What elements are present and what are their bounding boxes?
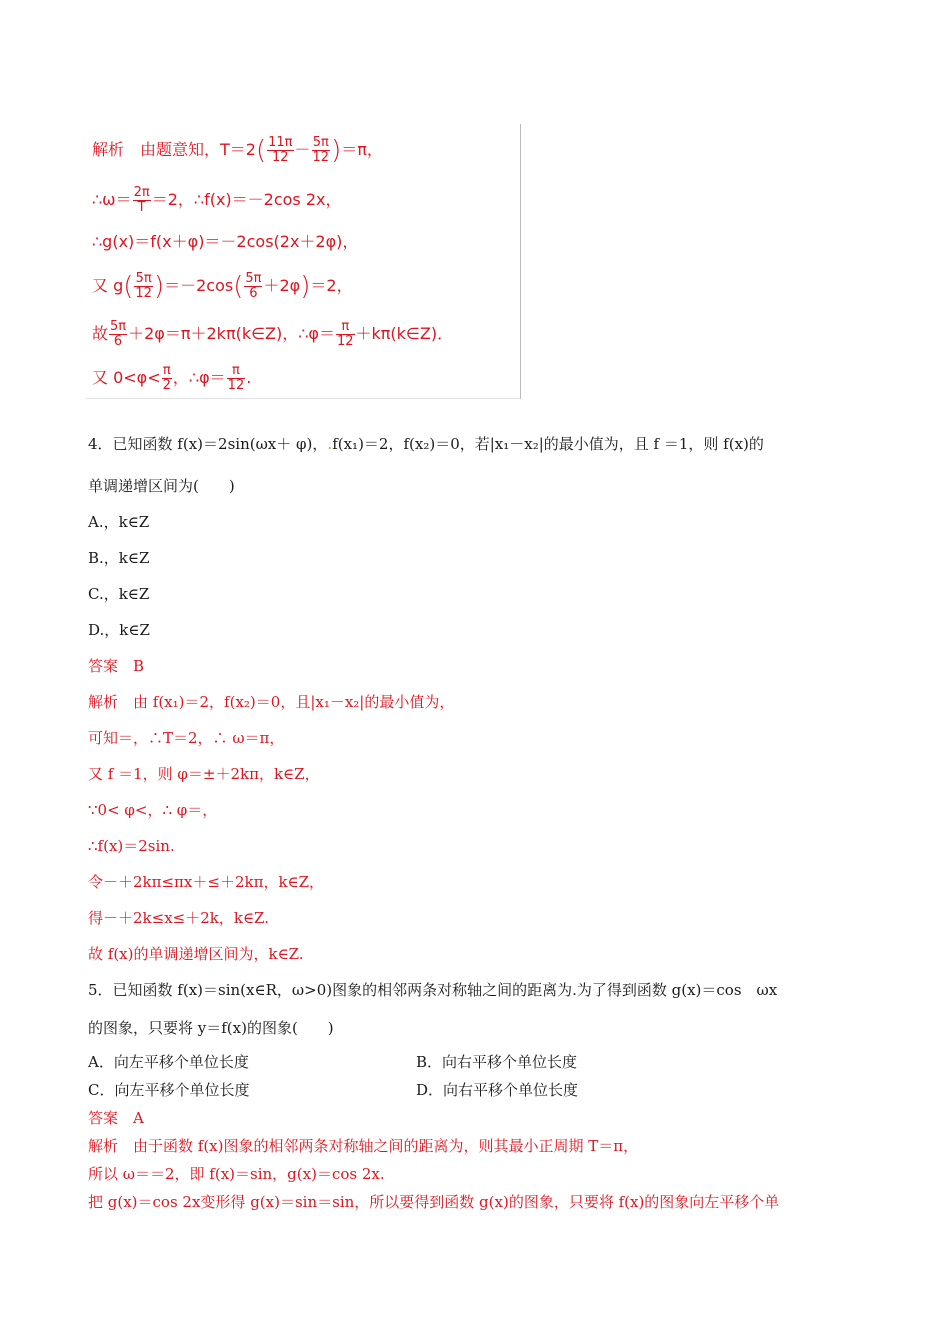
fraction: $\frac{\pi}{12}$ [336,319,354,349]
fraction: $\frac{5\pi}{6}$ [110,319,127,349]
fraction: $\frac{2\pi}{T}$ [133,185,150,215]
q5-analysis-1: 解析 由于函数 f(x)图象的相邻两条对称轴之间的距离为，则其最小正周期 T＝π， [88,1137,639,1155]
fraction: $\frac{5\pi}{12}$ [135,271,152,301]
q4-analysis-3: 又 f ＝1，则 φ＝±＋2kπ，k∈Z， [88,765,320,783]
q5-option-c: C．向左平移个单位长度 [88,1081,250,1099]
box-text: 解析 由题意知，T＝2 [92,140,256,159]
q4-analysis-1: 解析 由 f(x₁)＝2，f(x₂)＝0，且|x₁－x₂|的最小值为， [88,693,455,711]
fraction: $\frac{11\pi}{12}$ [268,135,293,165]
q5-option-d: D．向右平移个单位长度 [416,1081,579,1099]
q4-stem-b: f(x₁)＝2，f(x₂)＝0，若|x₁－x₂|的最小值为，且 f ＝1，则 f(x)的 [332,435,764,453]
q4-stem-line-1: 4．已知函数 f(x)＝2sin(ωx＋ φ)，.f(x₁)＝2，f(x₂)＝0，若|x₁－x₂|的最小值为，且 f ＝1，则 f(x)的 [88,435,764,453]
q5-analysis-3: 把 g(x)＝cos 2x变形得 g(x)＝sin＝sin，所以要得到函数 g(x)的图象，只要将 f(x)的图象向左平移个单 [88,1193,780,1211]
q4-option-a: A.，k∈Z [88,513,150,531]
fraction: $\frac{\pi}{2}$ [162,363,171,393]
fraction: $\frac{5\pi}{12}$ [312,135,330,165]
q5-stem-line-1: 5．已知函数 f(x)＝sin(x∈R，ω>0)图象的相邻两条对称轴之间的距离为.为了得到函数 g(x)＝cos ωx [88,981,778,999]
q4-analysis-2: 可知＝，∴T＝2，∴ ω＝π， [88,729,285,747]
box-line-3: ∴g(x)＝f(x＋φ)＝－2cos(2x＋2φ)， [92,232,359,251]
fraction: $\frac{5\pi}{6}$ [245,271,262,301]
box-line-2: ∴ω＝ $\frac{2\pi}{T}$ ＝2，∴f(x)＝－2cos 2x， [92,185,342,215]
box-line-4: 又 g( $\frac{5\pi}{12}$ )＝－2cos( $\frac{5\pi}{6}$ ＋2φ)＝2， [92,271,353,302]
q5-option-a: A．向左平移个单位长度 [88,1053,249,1071]
solution-image-box [86,124,521,399]
box-line-6: 又 0<φ< $\frac{\pi}{2}$ ，∴φ＝ $\frac{\pi}{12}$ . [92,363,252,393]
q4-option-b: B.，k∈Z [88,549,150,567]
q4-analysis-6: 令－＋2kπ≤πx＋≤＋2kπ，k∈Z， [88,873,325,891]
q4-analysis-8: 故 f(x)的单调递增区间为，k∈Z. [88,945,304,963]
q4-analysis-4: ∵0< φ<，∴ φ＝， [88,801,218,819]
q4-stem-line-2: 单调递增区间为( ) [88,477,235,495]
q4-option-d: D.，k∈Z [88,621,150,639]
q4-analysis-7: 得－＋2k≤x≤＋2k，k∈Z. [88,909,269,927]
q4-stem-a: 4．已知函数 f(x)＝2sin(ωx＋ φ)， [88,435,328,453]
q4-analysis-5: ∴f(x)＝2sin. [88,837,175,855]
q4-option-c: C.，k∈Z [88,585,150,603]
box-line-1: 解析 由题意知，T＝2( $\frac{11\pi}{12}$ － $\frac{5\pi}{12}$ )＝π， [92,135,383,166]
fraction: $\frac{\pi}{12}$ [227,363,245,393]
q5-answer: 答案 A [88,1109,144,1127]
q4-answer: 答案 B [88,657,145,675]
q5-analysis-2: 所以 ω＝＝2，即 f(x)＝sin，g(x)＝cos 2x. [88,1165,385,1183]
q5-option-b: B．向右平移个单位长度 [416,1053,578,1071]
q5-stem-line-2: 的图象，只要将 y＝f(x)的图象( ) [88,1019,334,1037]
box-line-5: 故 $\frac{5\pi}{6}$ ＋2φ＝π＋2kπ(k∈Z)，∴φ＝ $\frac{\pi}{12}$ ＋kπ(k∈Z)． [92,319,454,349]
